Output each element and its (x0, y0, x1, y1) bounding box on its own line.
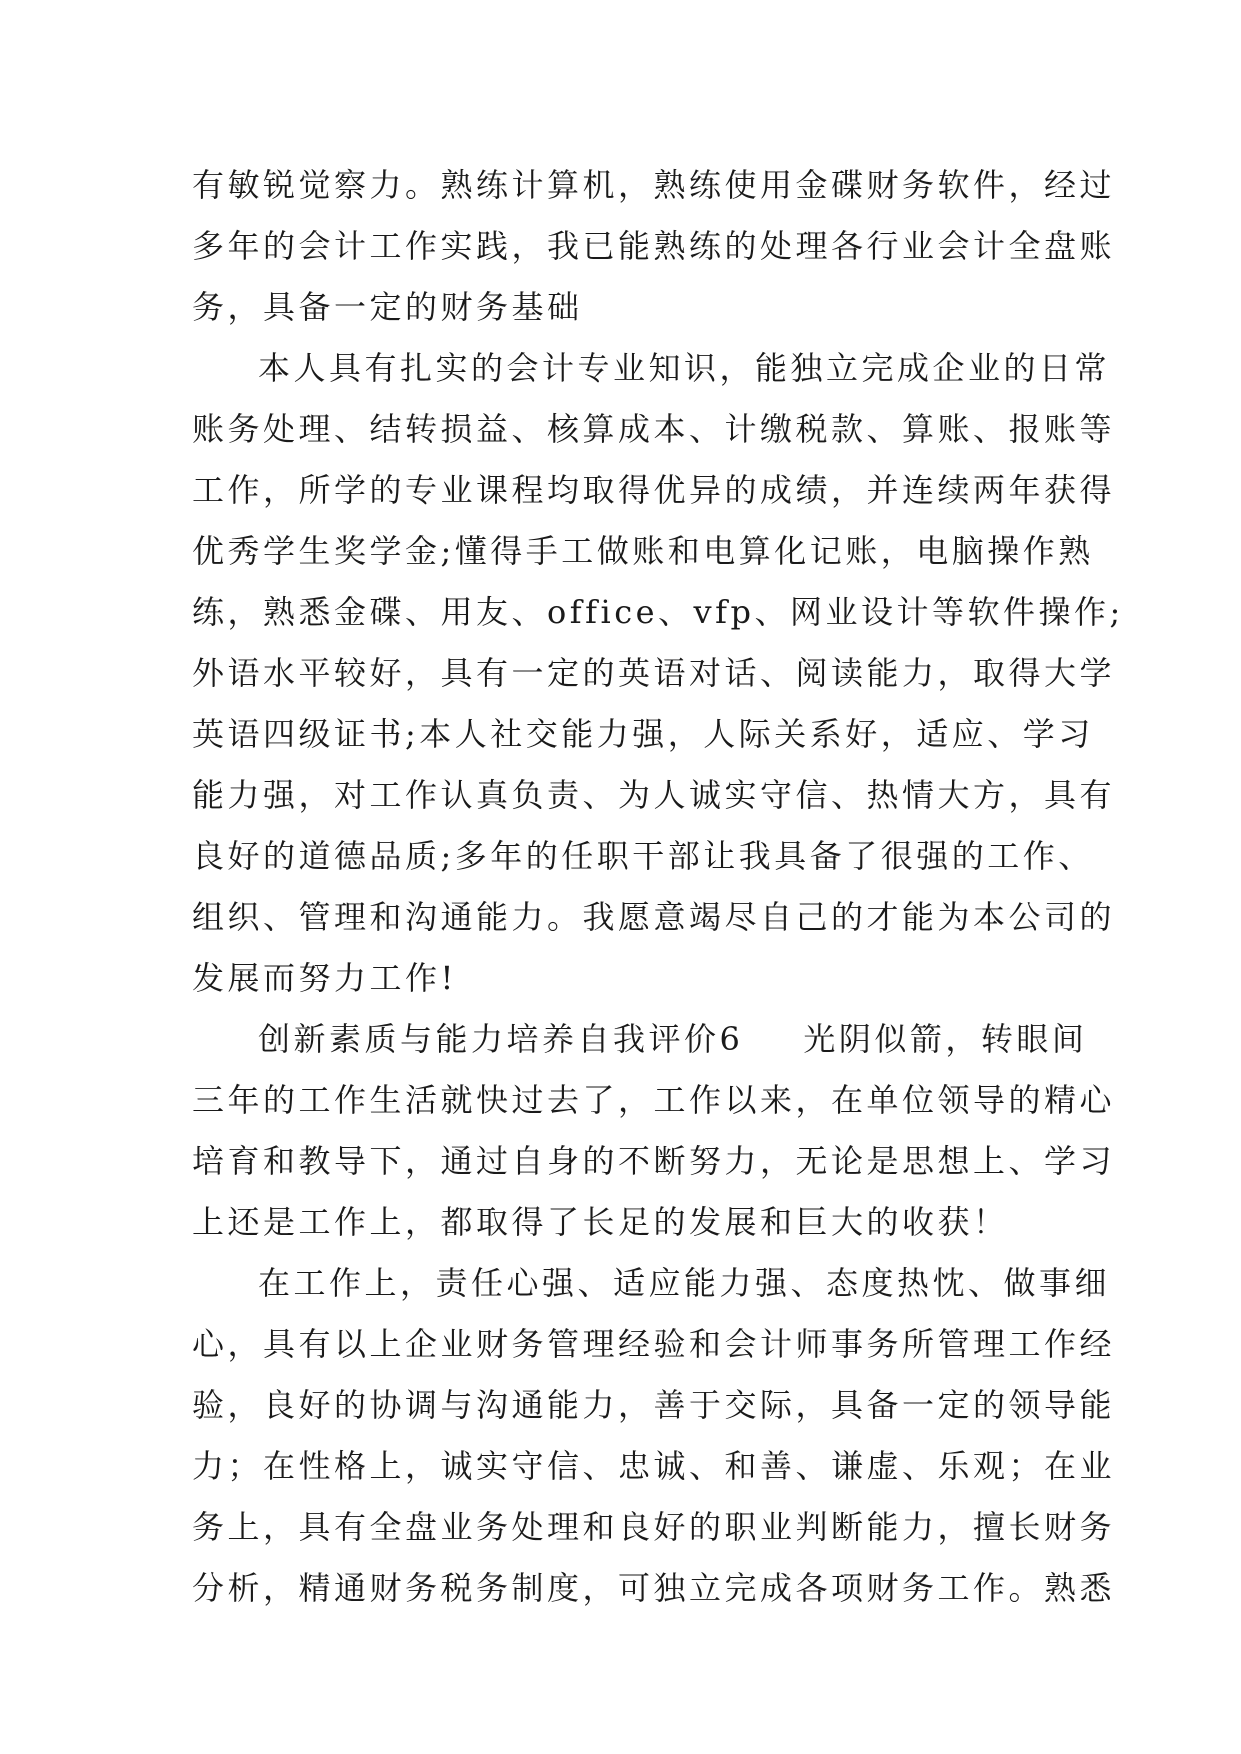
text-line: 验，良好的协调与沟通能力，善于交际，具备一定的领导能 (192, 1386, 1116, 1424)
text-line: 有敏锐觉察力。熟练计算机，熟练使用金碟财务软件，经过 (192, 166, 1116, 204)
text-line: 工作，所学的专业课程均取得优异的成绩，并连续两年获得 (192, 471, 1116, 509)
paragraph-start-line: 在工作上，责任心强、适应能力强、态度热忱、做事细 (258, 1264, 1111, 1302)
text-line: 三年的工作生活就快过去了，工作以来，在单位领导的精心 (192, 1081, 1116, 1119)
text-line: 练，熟悉金碟、用友、office、vfp、网业设计等软件操作; (192, 593, 1124, 631)
text-line: 分析，精通财务税务制度，可独立完成各项财务工作。熟悉 (192, 1569, 1116, 1607)
text-line: 心，具有以上企业财务管理经验和会计师事务所管理工作经 (192, 1325, 1116, 1363)
section-heading-line (192, 1009, 1088, 1070)
text-line: 务上，具有全盘业务处理和良好的职业判断能力，擅长财务 (192, 1508, 1116, 1546)
text-line: 良好的道德品质;多年的任职干部让我具备了很强的工作、 (192, 837, 1094, 875)
text-line: 发展而努力工作! (192, 959, 457, 997)
text-line: 优秀学生奖学金;懂得手工做账和电算化记账，电脑操作熟 (192, 532, 1094, 570)
text-line: 英语四级证书;本人社交能力强，人际关系好，适应、学习 (192, 715, 1094, 753)
text-line: 多年的会计工作实践，我已能熟练的处理各行业会计全盘账 (192, 227, 1116, 265)
text-line: 培育和教导下，通过自身的不断努力，无论是思想上、学习 (192, 1142, 1116, 1180)
text-line: 上还是工作上，都取得了长足的发展和巨大的收获！ (192, 1203, 1009, 1241)
text-line: 能力强，对工作认真负责、为人诚实守信、热情大方，具有 (192, 776, 1116, 814)
text-line: 外语水平较好，具有一定的英语对话、阅读能力，取得大学 (192, 654, 1116, 692)
body-text (192, 155, 1124, 1619)
text-line: 组织、管理和沟通能力。我愿意竭尽自己的才能为本公司的 (192, 898, 1116, 936)
section-heading: 创新素质与能力培养自我评价6 (258, 1020, 744, 1058)
text-line: 账务处理、结转损益、核算成本、计缴税款、算账、报账等 (192, 410, 1116, 448)
text-line: 务，具备一定的财务基础 (192, 288, 583, 326)
text-line: 力；在性格上，诚实守信、忠诚、和善、谦虚、乐观；在业 (192, 1447, 1116, 1485)
paragraph-start-line: 本人具有扎实的会计专业知识，能独立完成企业的日常 (258, 349, 1111, 387)
text-line: 光阴似箭，转眼间 (803, 1020, 1088, 1058)
